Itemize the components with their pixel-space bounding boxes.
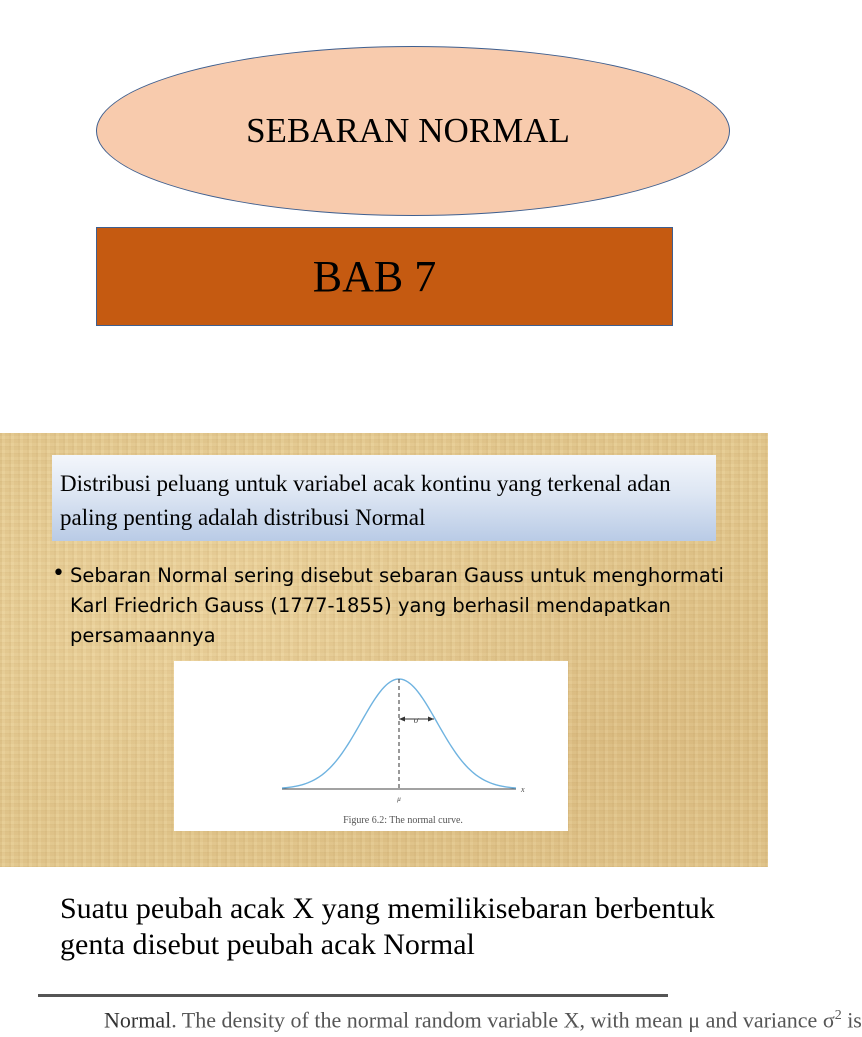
bullet-dot: •	[52, 561, 65, 586]
density-exponent: 2	[834, 1008, 842, 1023]
bullet-item	[52, 561, 732, 651]
normal-variable-text: Suatu peubah acak X yang memilikisebaran berbentuk genta disebut peubah acak Normal	[60, 892, 715, 961]
bullet-text: Sebaran Normal sering disebut sebaran Gauss untuk menghormati Karl Friedrich Gauss (1777-1855) yang berhasil mendapatkan persamaannya	[70, 564, 724, 647]
sigma-label: σ	[413, 715, 419, 725]
chapter-label: BAB 7	[312, 252, 437, 301]
normal-curve-chart	[174, 661, 568, 831]
density-definition-line	[104, 999, 862, 1037]
normal-curve-figure	[174, 661, 568, 831]
definition-text: Distribusi peluang untuk variabel acak kontinu yang terkenal adan paling penting adalah distribusi Normal	[60, 471, 671, 530]
definition-box	[52, 455, 716, 541]
horizontal-rule	[38, 994, 668, 997]
density-text: . The density of the normal random variable X, with mean μ and variance σ	[171, 1007, 835, 1033]
sigma-arrow-head-right	[428, 717, 434, 722]
sigma-arrow-head-left	[399, 717, 405, 722]
slide-title: SEBARAN NORMAL	[246, 111, 570, 150]
chapter-box	[96, 227, 673, 326]
x-label: x	[521, 785, 525, 794]
density-term: Normal	[104, 1007, 172, 1033]
title-slide	[0, 0, 768, 432]
intro-slide	[0, 433, 768, 867]
definition-slide	[0, 867, 862, 1033]
density-tail: is	[841, 1007, 862, 1033]
title-ellipse	[96, 46, 730, 216]
figure-caption: Figure 6.2: The normal curve.	[343, 815, 463, 826]
mu-label: μ	[397, 795, 401, 803]
